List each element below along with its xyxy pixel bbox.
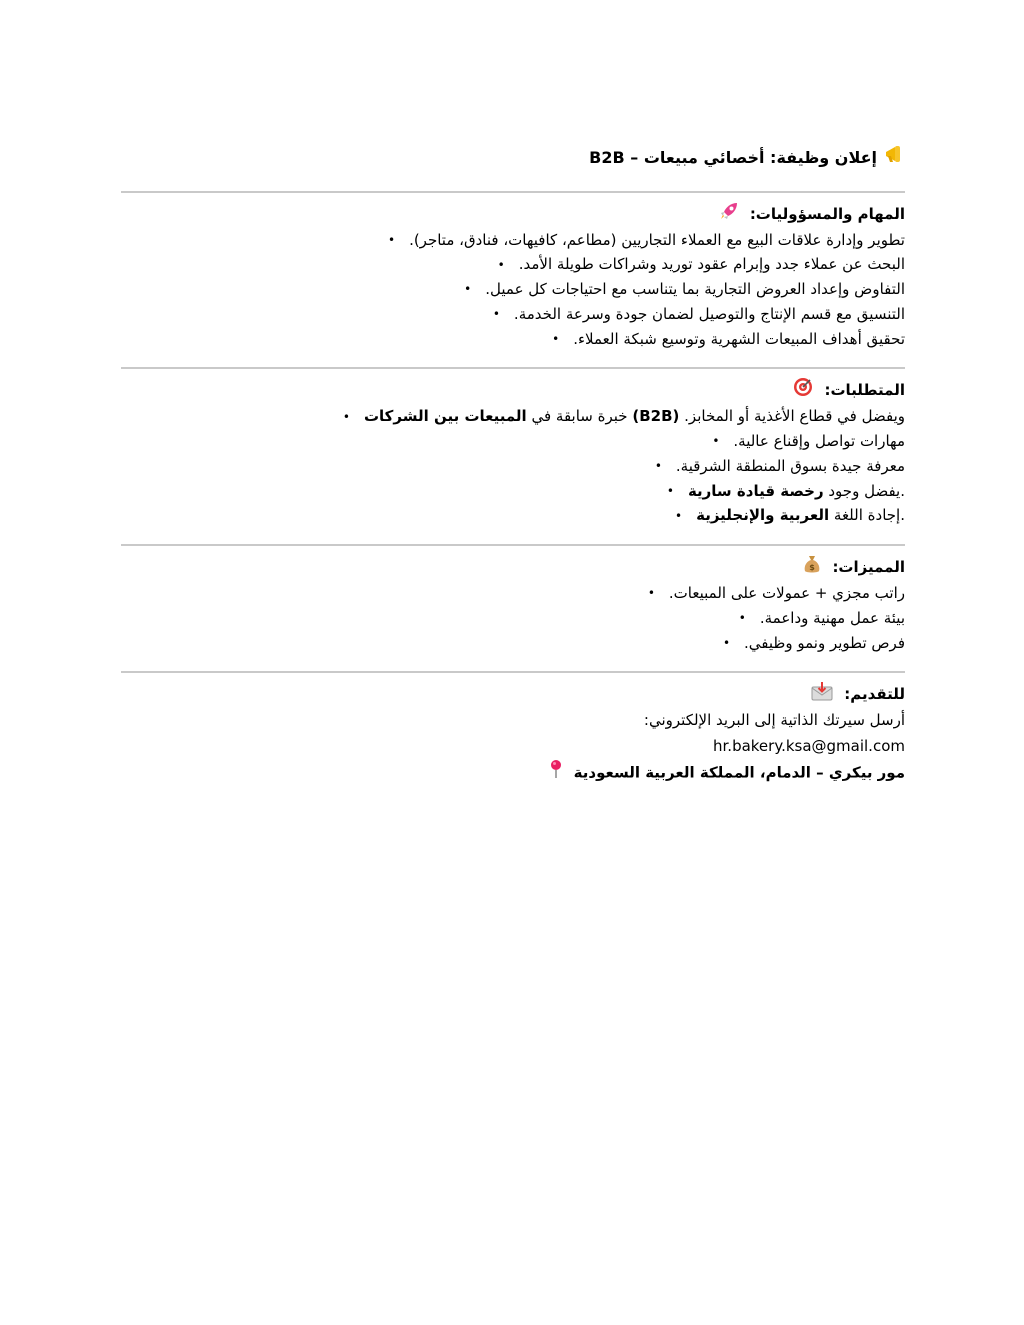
section-heading-apply	[121, 681, 905, 708]
list-item: فرص تطوير ونمو وظيفي.•	[722, 633, 905, 652]
divider	[121, 367, 905, 369]
title-text: إعلان وظيفة: أخصائي مبيعات –	[630, 148, 877, 167]
list-item: .يفضل وجود رخصة قيادة سارية•	[666, 481, 905, 500]
list-item: .إجادة اللغة العربية والإنجليزية•	[675, 506, 905, 525]
money-bag-icon	[803, 554, 821, 581]
apply-instruction: أرسل سيرتك الذاتية إلى البريد الإلكتروني:	[643, 711, 905, 730]
section-heading-benefits	[121, 554, 905, 581]
rocket-icon	[719, 201, 739, 228]
inbox-envelope-icon	[811, 681, 833, 708]
list-item: ويفضل في قطاع الأغذية أو المخابز. (B2B) خبرة سابقة في المبيعات بين الشركات•	[342, 407, 905, 426]
list-item: معرفة جيدة بسوق المنطقة الشرقية.•	[654, 456, 905, 475]
list-item: تطوير وإدارة علاقات البيع مع العملاء التجاريين (مطاعم، كافيهات، فنادق، متاجر).•	[387, 230, 905, 249]
requirements-list	[121, 404, 905, 528]
list-item: بيئة عمل مهنية وداعمة.•	[738, 608, 905, 627]
page-title	[121, 142, 905, 175]
job-ad-document	[121, 142, 905, 787]
tasks-heading-text: المهام والمسؤوليات:	[749, 204, 905, 223]
section-heading-requirements	[121, 377, 905, 404]
benefits-list	[121, 581, 905, 655]
megaphone-icon	[883, 143, 905, 175]
divider	[121, 544, 905, 546]
svg-text:$: $	[809, 563, 815, 572]
pin-icon	[550, 759, 562, 787]
benefits-heading-text: المميزات:	[832, 558, 905, 576]
list-item: التنسيق مع قسم الإنتاج والتوصيل لضمان جودة وسرعة الخدمة.•	[492, 304, 905, 323]
title-suffix: B2B	[589, 148, 625, 167]
company-location	[121, 759, 905, 787]
section-heading-tasks	[121, 201, 905, 228]
list-item: التفاوض وإعداد العروض التجارية بما يتناسب مع احتياجات كل عميل.•	[464, 280, 905, 298]
apply-heading-text: للتقديم:	[844, 685, 905, 704]
tasks-list	[121, 228, 905, 352]
requirements-heading-text: المتطلبات:	[824, 381, 905, 400]
email-address[interactable]: hr.bakery.ksa@gmail.com	[713, 736, 905, 755]
target-icon	[793, 377, 813, 404]
divider	[121, 191, 905, 193]
company-location-text: مور بيكري – الدمام، المملكة العربية السعودية	[573, 763, 905, 782]
divider	[121, 671, 905, 673]
list-item: تحقيق أهداف المبيعات الشهرية وتوسيع شبكة العملاء.•	[552, 329, 905, 348]
list-item: مهارات تواصل وإقناع عالية.•	[712, 432, 905, 450]
list-item: البحث عن عملاء جدد وإبرام عقود توريد وشراكات طويلة الأمد.•	[497, 255, 905, 274]
list-item: راتب مجزي + عمولات على المبيعات.•	[647, 584, 905, 602]
